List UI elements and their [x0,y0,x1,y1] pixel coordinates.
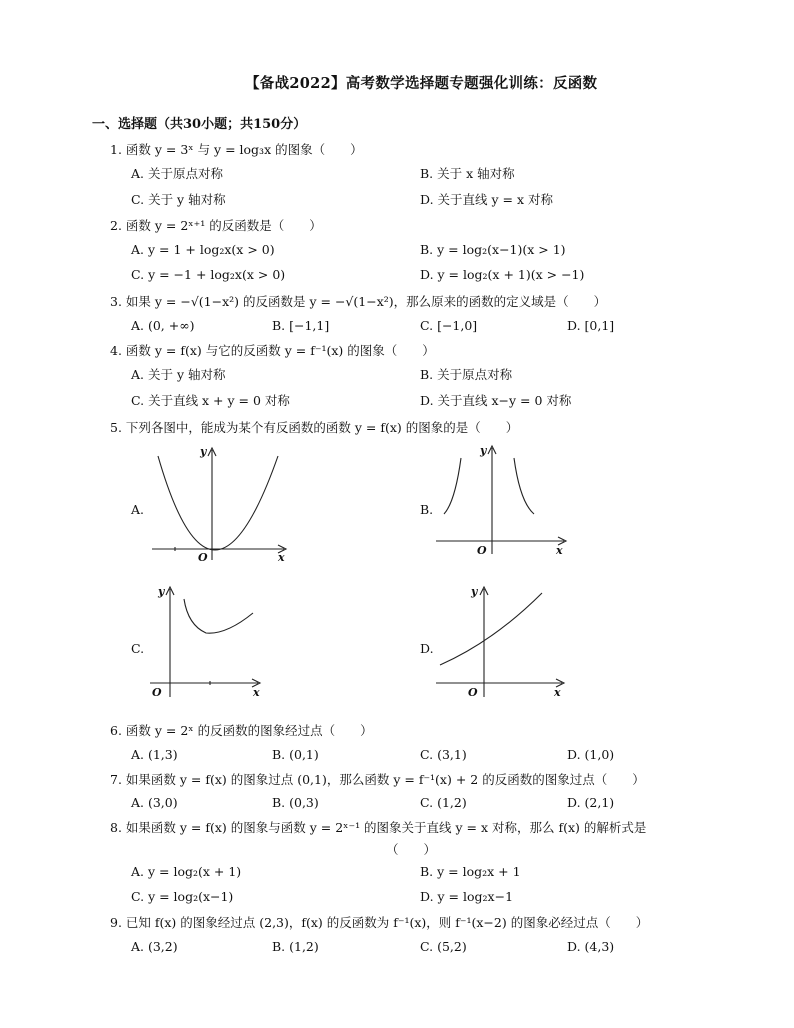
question-3-option-b[interactable]: B. [−1,1] [272,318,330,333]
graph-d-origin-label: O [468,686,478,699]
graph-a-x-label: x [278,551,285,564]
question-2-option-a[interactable]: A. y = 1 + log₂x(x > 0) [131,242,275,257]
question-9-option-d[interactable]: D. (4,3) [567,939,615,954]
question-5-stem: 5. 下列各图中，能成为某个有反函数的函数 y = f(x) 的图象的是（ ） [110,420,519,435]
graph-a-y-label: y [200,445,207,458]
question-7-option-d[interactable]: D. (2,1) [567,795,615,810]
question-5-option-a[interactable]: A. [131,502,145,517]
question-6-stem: 6. 函数 y = 2ˣ 的反函数的图象经过点（ ） [110,723,373,738]
question-8-option-b[interactable]: B. y = log₂x + 1 [420,864,521,879]
page-title: 【备战2022】高考数学选择题专题强化训练：反函数 [245,75,598,92]
question-1-option-d[interactable]: D. 关于直线 y = x 对称 [420,192,554,207]
question-5-option-b[interactable]: B. [420,502,434,517]
question-9-option-b[interactable]: B. (1,2) [272,939,319,954]
question-3-option-c[interactable]: C. [−1,0] [420,318,478,333]
question-7-option-b[interactable]: B. (0,3) [272,795,319,810]
question-8-option-c[interactable]: C. y = log₂(x−1) [131,889,234,904]
question-3-option-a[interactable]: A. (0, +∞) [131,318,195,333]
graph-d [434,585,574,705]
question-7-option-c[interactable]: C. (1,2) [420,795,467,810]
question-4-stem: 4. 函数 y = f(x) 与它的反函数 y = f⁻¹(x) 的图象（ ） [110,343,435,358]
graph-b-origin-label: O [477,544,487,557]
question-8-option-d[interactable]: D. y = log₂x−1 [420,889,514,904]
question-3-option-d[interactable]: D. [0,1] [567,318,615,333]
question-4-option-d[interactable]: D. 关于直线 x−y = 0 对称 [420,393,572,408]
question-9-stem: 9. 已知 f(x) 的图象经过点 (2,3)，f(x) 的反函数为 f⁻¹(x)，则 f⁻¹(x−2) 的图象必经过点（ ） [110,915,649,930]
question-1-option-b[interactable]: B. 关于 x 轴对称 [420,166,515,181]
question-1-option-c[interactable]: C. 关于 y 轴对称 [131,192,226,207]
graph-b [434,444,574,564]
question-1-option-a[interactable]: A. 关于原点对称 [131,166,223,181]
question-2-option-d[interactable]: D. y = log₂(x + 1)(x > −1) [420,267,585,282]
graph-d-y-label: y [471,585,478,598]
question-5-option-d[interactable]: D. [420,641,434,656]
question-7-option-a[interactable]: A. (3,0) [131,795,178,810]
question-8-stem: 8. 如果函数 y = f(x) 的图象与函数 y = 2ˣ⁻¹ 的图象关于直线 y = x 对称，那么 f(x) 的解析式是 [110,820,647,835]
graph-d-x-label: x [554,686,561,699]
question-6-option-d[interactable]: D. (1,0) [567,747,615,762]
question-6-option-a[interactable]: A. (1,3) [131,747,178,762]
question-2-option-c[interactable]: C. y = −1 + log₂x(x > 0) [131,267,286,282]
question-5-option-c[interactable]: C. [131,641,145,656]
graph-c-origin-label: O [152,686,162,699]
graph-c-x-label: x [253,686,260,699]
question-4-option-a[interactable]: A. 关于 y 轴对称 [131,367,226,382]
question-6-option-b[interactable]: B. (0,1) [272,747,319,762]
graph-a [150,444,290,564]
question-6-option-c[interactable]: C. (3,1) [420,747,467,762]
section-heading: 一、选择题（共30小题；共150分） [92,117,307,132]
question-9-option-a[interactable]: A. (3,2) [131,939,178,954]
question-8-stem-continued: （ ） [386,842,437,857]
question-3-stem: 3. 如果 y = −√(1−x²) 的反函数是 y = −√(1−x²)，那么原来的函数的定义域是（ ） [110,294,607,309]
question-4-option-c[interactable]: C. 关于直线 x + y = 0 对称 [131,393,290,408]
question-4-option-b[interactable]: B. 关于原点对称 [420,367,513,382]
question-1-stem: 1. 函数 y = 3ˣ 与 y = log₃x 的图象（ ） [110,142,363,157]
question-9-option-c[interactable]: C. (5,2) [420,939,467,954]
graph-a-origin-label: O [198,551,208,564]
graph-c [148,585,268,705]
question-2-stem: 2. 函数 y = 2ˣ⁺¹ 的反函数是（ ） [110,218,322,233]
graph-b-y-label: y [480,444,487,457]
question-2-option-b[interactable]: B. y = log₂(x−1)(x > 1) [420,242,566,257]
graph-c-y-label: y [158,585,165,598]
question-7-stem: 7. 如果函数 y = f(x) 的图象过点 (0,1)，那么函数 y = f⁻¹(x) + 2 的反函数的图象过点（ ） [110,772,645,787]
question-8-option-a[interactable]: A. y = log₂(x + 1) [131,864,242,879]
graph-b-x-label: x [556,544,563,557]
